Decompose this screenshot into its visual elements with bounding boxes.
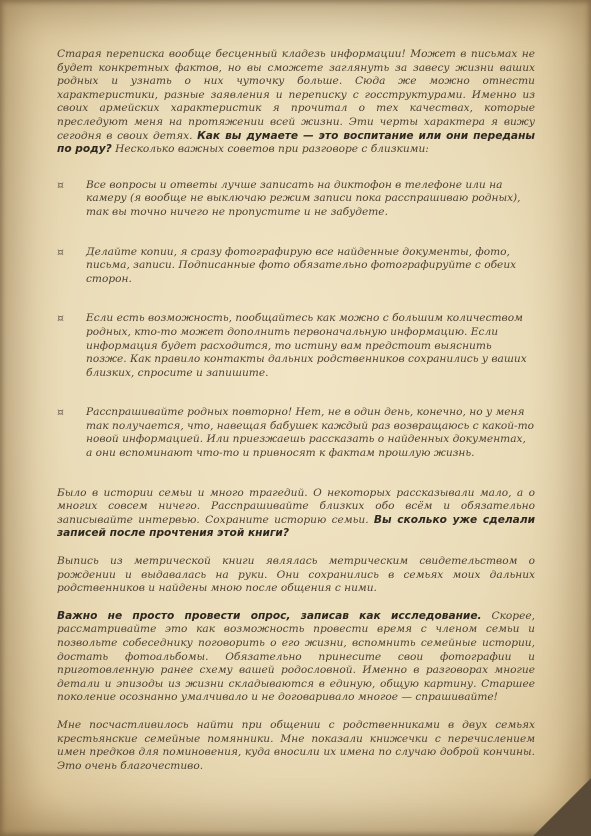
history-question: Вы сколько уже сделали записей после прочтения этой книги? (57, 513, 535, 540)
history-paragraph (57, 487, 535, 541)
tip-text: Все вопросы и ответы лучше записать на диктофон в телефоне или на камеру (я вообще не выключаю режим записи пока расспрашиваю родных), так вы точно ничего не пропустите и не забудете. (86, 178, 521, 218)
intro-text: Старая переписка вообще бесценный кладезь информации! Может в письмах не будет конкретных фактов, но вы сможете заглянуть за завесу жизни ваших родных и узнать о них чуточку больше. Сюда же можно отнести характеристики, разные заявления и переписку с госструктурами. Именно из своих армейских характеристик я прочитал о тех качествах, которые преследуют меня на протяжении всей жизни. Эти черты характера я вижу сегодня в своих детях. (57, 48, 535, 142)
tip-text: Делайте копии, я сразу фотографирую все найденные документы, фото, письма, записи. Подписанные фото обязательно фотографируйте с обеих сторон. (86, 245, 517, 285)
research-paragraph (57, 610, 535, 705)
page-content (57, 48, 535, 787)
torn-corner (531, 766, 591, 836)
intro-tail: Несколько важных советов при разговоре с близкими: (111, 143, 429, 156)
memorial-paragraph: Мне посчастливилось найти при общении с родственниками в двух семьях крестьянские семейные помянники. Мне показали книжечки с перечислением имен предков для поминовения, куда вносили их имена по случаю доброй кончины. Это очень благочестиво. (57, 718, 535, 772)
list-item (57, 312, 535, 380)
bullet-icon: ¤ (57, 245, 64, 259)
history-text: Было в истории семьи и много трагедий. О некоторых рассказывали мало, а о многих совсем ничего. Расспрашивайте близких обо всём и обязательно записывайте интервью. Сохраните историю семьи. (57, 486, 535, 526)
list-item (57, 246, 535, 287)
intro-question: Как вы думаете — это воспитание или они переданы по роду? (57, 129, 535, 156)
bullet-icon: ¤ (57, 178, 64, 192)
research-emphasis: Важно не просто провести опрос, записав как исследование. (57, 609, 482, 622)
intro-paragraph (57, 48, 535, 157)
bullet-icon: ¤ (57, 406, 64, 420)
research-text: Скорее, рассматривайте это как возможность провести время с членом семьи и позвольте собеседнику поговорить о его жизни, вспомнить семейные истории, достать фотоальбомы. Обязательно принесите свои фотографии и приготовленную ранее схему вашей родословной. Именно в разговорах многие детали и эпизоды из жизни складываются в единую, общую картину. Старшее поколение осознанно умалчивало и не договаривало многое — спрашивайте! (57, 609, 535, 704)
tip-text: Если есть возможность, пообщайтесь как можно с большим количеством родных, кто-то может дополнить первоначальную информацию. Если информация будет расходится, то истину вам предстоит выяснить позже. Как правило контакты дальних родственников сохранились у ваших близких, спросите и запишите. (86, 312, 527, 379)
bullet-icon: ¤ (57, 312, 64, 326)
metric-paragraph: Выпись из метрической книги являлась метрическим свидетельством о рождении и выдавалась на руки. Они сохранились в семьях моих дальних родственников и найдены мною после общения с ними. (57, 555, 535, 595)
list-item (57, 406, 535, 460)
list-item (57, 179, 535, 220)
tips-list (57, 179, 535, 461)
tip-text: Расспрашивайте родных повторно! Нет, не в один день, конечно, но у меня так получается, что, навещая бабушек каждый раз возвращаюсь с какой-то новой информацией. Или приезжаешь рассказать о найденных документах, а они вспоминают что-то и привносят к фактам прошлую жизнь. (86, 406, 535, 460)
